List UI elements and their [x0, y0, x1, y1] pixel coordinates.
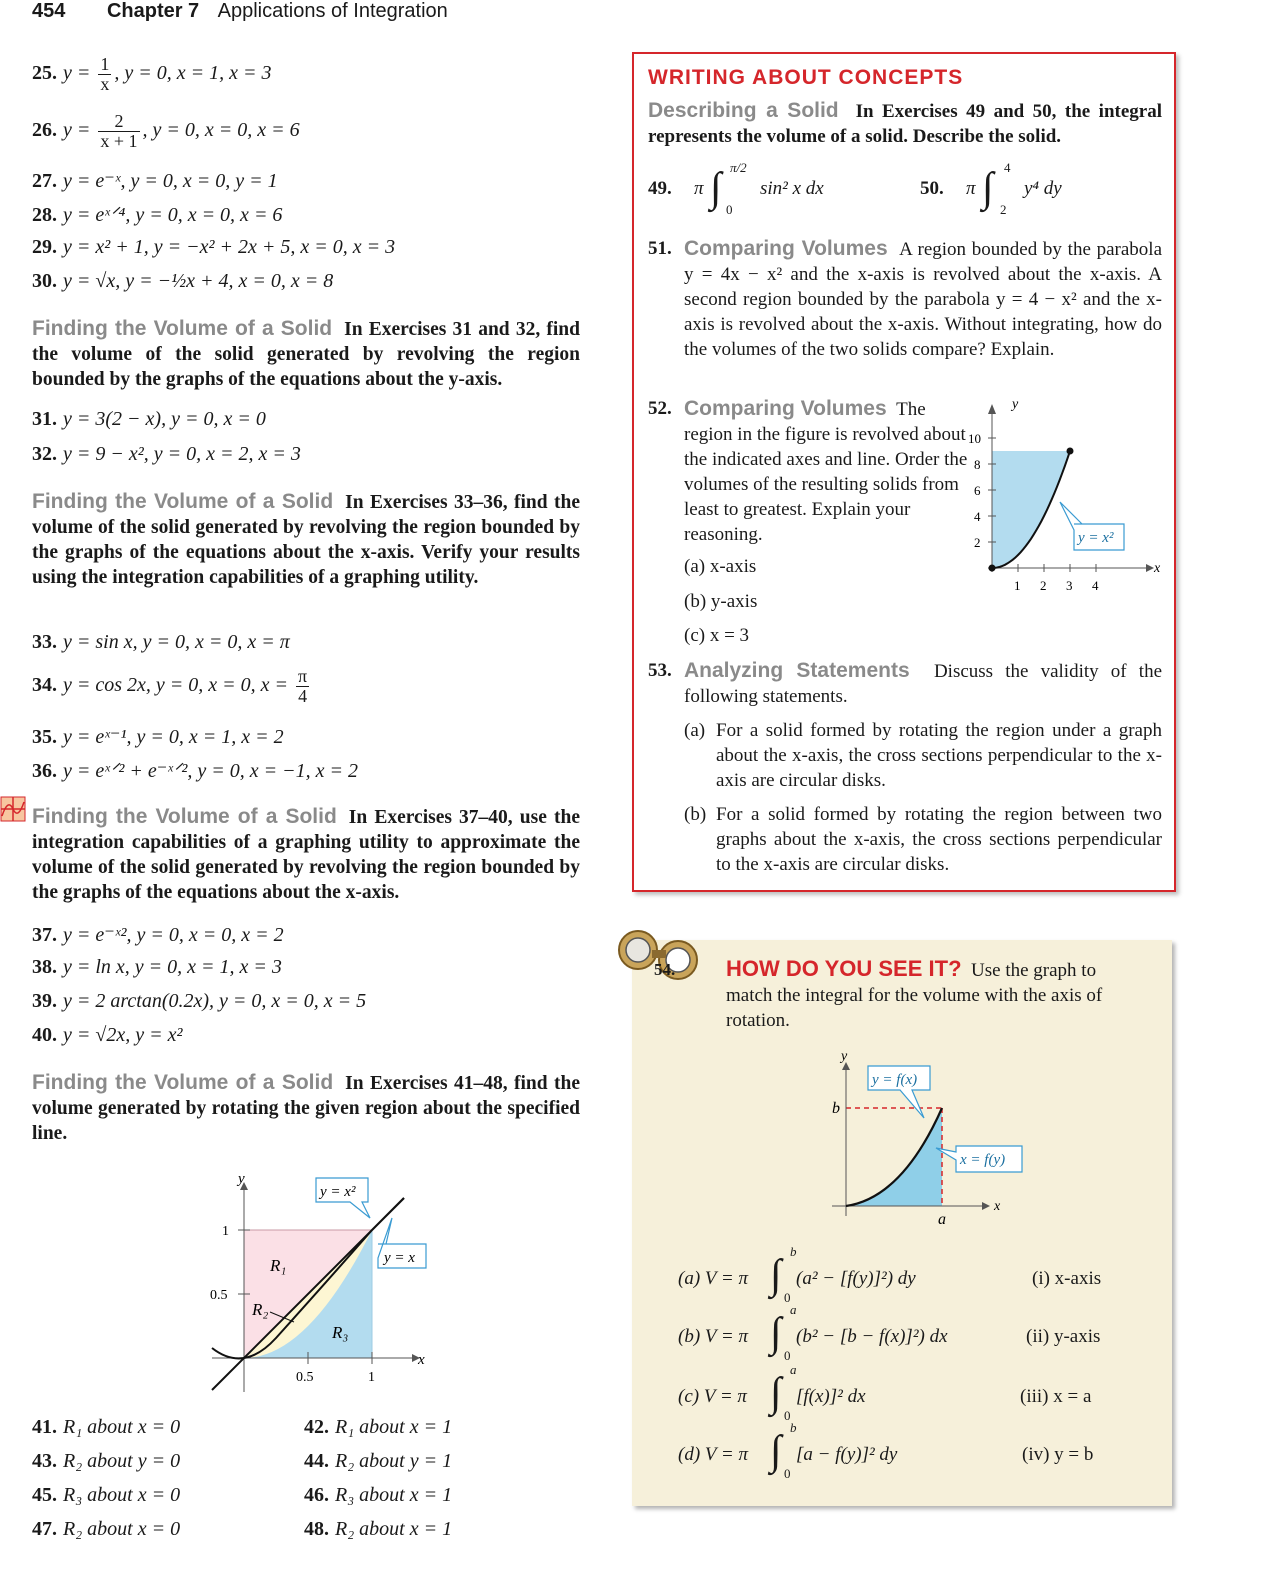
- exercise-52-b: (b) y-axis: [684, 591, 758, 612]
- x-tick-label-1: 1: [1014, 578, 1021, 593]
- exercise-31: 31. y = 3(2 − x), y = 0, x = 0: [32, 408, 266, 430]
- svg-text:y: y: [841, 1049, 848, 1064]
- svg-text:a: a: [938, 1211, 946, 1228]
- match-item-a: (a) V = π ∫ b 0 (a² − [f(y)]²) dy (i) x-axis: [678, 1244, 1102, 1305]
- exercise-26: 26. y = $\frac{2}{x + 1}$ , y = 0, x = 0, x = 6: [32, 111, 300, 151]
- shaded-region: [846, 1108, 942, 1206]
- exercise-53-number: 53.: [648, 660, 672, 681]
- origin-point: [989, 565, 996, 572]
- exercise-52: Comparing Volumes The region in the figure is revolved about the indicated axes and line. Order the volumes of the resulting solids from least to greatest. Explain your reasoning.: [684, 397, 968, 545]
- x-tick-label-3: 3: [1066, 578, 1073, 593]
- exercise-52-number: 52.: [648, 398, 672, 419]
- exercise-53-b: For a solid formed by rotating the region between two graphs about the x-axis, the cross sections perpendicular to the x-axis are circular disks.: [716, 804, 1162, 875]
- section-37-40: Finding the Volume of a Solid In Exercises 37–40, use the integration capabilities of a graphing utility to approximate the volume of the solid generated by revolving the region bounded by the graphs of the equations about the x-axis.: [32, 805, 580, 903]
- exercise-51: Comparing Volumes A region bounded by the parabola y = 4x − x² and the x-axis is revolved about the x-axis. A second region bounded by the parabola y = 4 − x² and the x-axis is revolved about the x-axis. Without integrating, how do the volumes of the two solids compare? Explain.: [684, 237, 1163, 360]
- exercise-50: 50. π ∫ 4 2 y⁴ dy: [920, 160, 1062, 217]
- hdysi-title: HOW DO YOU SEE IT?: [726, 956, 962, 981]
- svg-text:x: x: [994, 1199, 1001, 1214]
- y-tick-label-8: 8: [974, 457, 981, 472]
- section-title: Finding the Volume of a Solid: [32, 805, 337, 828]
- callout-y-x: y = x: [384, 1250, 415, 1266]
- x-tick-label-4: 4: [1092, 578, 1099, 593]
- graphing-utility-icon: [0, 796, 26, 822]
- exercise-29: 29. y = x² + 1, y = −x² + 2x + 5, x = 0, x = 3: [32, 236, 396, 258]
- exercise-44: 44. R₂ about y = 1: [304, 1450, 453, 1472]
- label-r2: R₂: [252, 1300, 269, 1319]
- parabola-figure: [968, 396, 1168, 596]
- exercise-54: HOW DO YOU SEE IT? Use the graph to match the integral for the volume with the axis of rotation.: [726, 956, 1103, 1031]
- page-header: [32, 0, 448, 23]
- svg-text:0.5: 0.5: [296, 1370, 314, 1385]
- exercise-36: 36. y = eˣᐟ² + e⁻ˣᐟ², y = 0, x = −1, x = 2: [32, 760, 359, 782]
- svg-text:b: b: [832, 1100, 840, 1117]
- exercise-32: 32. y = 9 − x², y = 0, x = 2, x = 3: [32, 443, 301, 465]
- exercise-39: 39. y = 2 arctan(0.2x), y = 0, x = 0, x = 5: [32, 990, 367, 1012]
- exercise-47: 47. R₂ about x = 0: [32, 1518, 181, 1540]
- region-under-y-x2: [992, 451, 1070, 568]
- exercise-27: 27. y = e⁻ˣ, y = 0, x = 0, y = 1: [32, 170, 278, 192]
- section-title: Finding the Volume of a Solid: [32, 1071, 334, 1094]
- section-41-48: Finding the Volume of a Solid In Exercises 41–48, find the volume generated by rotating the given region about the specified line.: [32, 1071, 580, 1144]
- exercise-41: 41. R₁ about x = 0: [32, 1416, 181, 1438]
- svg-text:y: y: [238, 1171, 245, 1187]
- x-tick-label-2: 2: [1040, 578, 1047, 593]
- page-number: 454: [32, 0, 66, 22]
- exercise-51-number: 51.: [648, 238, 672, 259]
- describing-solid: Describing a Solid In Exercises 49 and 50, the integral represents the volume of a solid. Describe the solid.: [648, 99, 1162, 147]
- exercise-28: 28. y = eˣᐟ⁴, y = 0, x = 0, x = 6: [32, 204, 283, 226]
- exercise-35: 35. y = eˣ⁻¹, y = 0, x = 1, x = 2: [32, 726, 284, 748]
- y-tick-label-10: 10: [968, 431, 981, 446]
- callout-y-x2: y = x²: [320, 1184, 356, 1200]
- exercise-38: 38. y = ln x, y = 0, x = 1, x = 3: [32, 956, 282, 978]
- curve-endpoint: [1067, 448, 1074, 455]
- section-title: Finding the Volume of a Solid: [32, 490, 334, 513]
- y-tick-label-6: 6: [974, 483, 981, 498]
- how-do-you-see-it-box: [632, 940, 1172, 1506]
- writing-about-concepts-box: WRITING ABOUT CONCEPTS Describing a Solid In Exercises 49 and 50, the integral represents the volume of a solid. Describe the solid. 49. π ∫ π/2 0 sin² x dx 50. π ∫ 4 2 y⁴ dy 51. Comparing Volumes A region bounded by the parabola y = 4x − x² and the x-axis is revolved about the x-axis. A second region bounded by the parabola y = 4 − x² and the x-axis is revolved about the x-axis. Without integrating, how do the volumes of the two solids compare? Explain. 52. Comparing Volumes The region in the figure is revolved about the indicated axes and line. Order the volumes of the resulting solids from least to greatest. Explain your reasoning. (a) x-axis (b) y-axis (c) x = 3 10 8 6 4 2 1 2 3 4 y x y = x² 53. Analyzing Statements Discuss the validity of the following statements. (a) For a solid formed by rotating the region under a graph about the x-axis, the cross sections perpendicular to the x-axis are circular disks. (b) For a solid formed by rotating the region between two graphs about the x-axis, the cross sections perpendicular to the x-axis are circular disks.: [632, 52, 1176, 892]
- svg-text:x: x: [1154, 561, 1161, 576]
- exercise-52-c: (c) x = 3: [684, 625, 750, 646]
- fx-figure: [812, 1050, 1052, 1230]
- section-title: Finding the Volume of a Solid: [32, 317, 333, 340]
- svg-text:0.5: 0.5: [210, 1288, 228, 1303]
- exercise-25: 25. y = $\frac{1}{x}$ , y = 0, x = 1, x = 3: [32, 54, 272, 94]
- exercise-30: 30. y = √x, y = −½x + 4, x = 0, x = 8: [32, 270, 334, 292]
- svg-text:1: 1: [222, 1224, 229, 1239]
- callout-y-x2: y = x²: [1078, 530, 1114, 546]
- exercise-54-number: 54.: [654, 960, 676, 979]
- exercise-40: 40. y = √2x, y = x²: [32, 1024, 183, 1046]
- callout-y-fx: y = f(x): [872, 1072, 918, 1088]
- exercise-53-a: For a solid formed by rotating the region under a graph about the x-axis, the cross sections perpendicular to the x-axis are circular disks.: [716, 720, 1162, 791]
- exercise-49: 49. π ∫ π/2 0 sin² x dx: [648, 160, 824, 217]
- y-tick-label-4: 4: [974, 509, 981, 524]
- svg-text:1: 1: [368, 1370, 375, 1385]
- callout-x-fy: x = f(y): [960, 1152, 1006, 1168]
- regions-figure: [200, 1168, 440, 1398]
- match-item-d: (d) V = π ∫ b 0 [a − f(y)]² dy (iv) y = b: [678, 1420, 1094, 1481]
- match-item-c: (c) V = π ∫ a 0 [f(x)]² dx (iii) x = a: [678, 1362, 1092, 1423]
- exercise-37: 37. y = e⁻ˣ², y = 0, x = 0, x = 2: [32, 924, 284, 946]
- y-tick-label-2: 2: [974, 535, 981, 550]
- section-33-36: Finding the Volume of a Solid In Exercises 33–36, find the volume of the solid generated by revolving the region bounded by the graphs of the equations about the x-axis. Verify your results using the integration capabilities of a graphing utility.: [32, 490, 580, 588]
- exercise-46: 46. R₃ about x = 1: [304, 1484, 453, 1506]
- svg-text:y: y: [1012, 397, 1019, 412]
- exercise-45: 45. R₃ about x = 0: [32, 1484, 181, 1506]
- chapter-title: Applications of Integration: [217, 0, 448, 22]
- exercise-48: 48. R₂ about x = 1: [304, 1518, 453, 1540]
- section-31-32: Finding the Volume of a Solid In Exercises 31 and 32, find the volume of the solid generated by revolving the region bounded by the graphs of the equations about the y-axis.: [32, 317, 580, 390]
- exercise-43: 43. R₂ about y = 0: [32, 1450, 181, 1472]
- exercise-53: Analyzing Statements Discuss the validity of the following statements.: [684, 659, 1163, 707]
- label-r1: R₁: [270, 1256, 287, 1275]
- exercise-42: 42. R₁ about x = 1: [304, 1416, 453, 1438]
- match-item-b: (b) V = π ∫ a 0 (b² − [b − f(x)]²) dx (ii) y-axis: [678, 1302, 1101, 1363]
- wac-title: WRITING ABOUT CONCEPTS: [648, 66, 964, 89]
- exercise-33: 33. y = sin x, y = 0, x = 0, x = π: [32, 631, 290, 653]
- svg-text:x: x: [418, 1352, 425, 1368]
- exercise-52-a: (a) x-axis: [684, 556, 757, 577]
- label-r3: R₃: [332, 1323, 349, 1342]
- chapter-label: Chapter 7: [106, 0, 200, 22]
- exercise-34: 34. y = cos 2x, y = 0, x = 0, x = $\frac{\pi}{4}$: [32, 666, 308, 706]
